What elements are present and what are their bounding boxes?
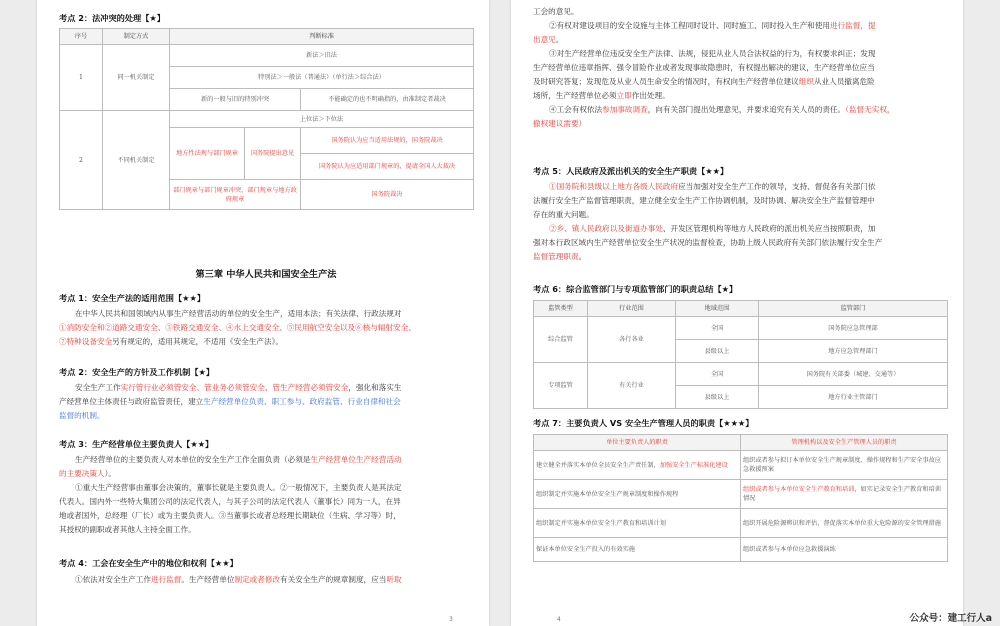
t6-r2a-area: 全国 [676, 363, 759, 386]
kd5-6b: 。 [578, 252, 587, 261]
t6-r1-ind: 各行各业 [588, 317, 676, 363]
kd3-title: 考点 3：生产经营单位主要负责人【★★】 [59, 439, 214, 449]
t7-r3a: 组织制定并实施本单位安全生产教育和培训计划 [534, 509, 741, 538]
t6-r1-type: 综合监管 [534, 317, 588, 363]
t7-r2b: ，如实记录安全生产教育和培训情况 [743, 486, 941, 502]
th-no: 序号 [60, 29, 103, 45]
r-line2-red: 出意见 [533, 35, 556, 44]
r-line1-red: 进行监督，提 [829, 21, 876, 30]
t7-r1b: 组织或者参与拟订本单位安全生产规章制度、操作规程和生产安全事故应急救援预案 [741, 451, 948, 480]
r1-c2: 不能确定的也不明确指的，由准制定者裁决 [301, 89, 474, 111]
t6-r2-ind: 有关行业 [588, 363, 676, 409]
kd1-line2: ①消防安全和②道路交通安全、③铁路交通安全、④水上交通安全、⑤民用航空安全以及⑥核与辐射安全、 [59, 323, 416, 332]
kd4-1-red2: 制定或者修改 [234, 575, 281, 584]
kd2b-1-red: 实行管行业必须管安全、管业务必须管安全、管生产经营必须管安全 [120, 383, 349, 392]
r-line5a: 及时研究答复；发现危及从业人员生命安全的情况时，有权向生产经营单位建议 [533, 77, 799, 86]
r2-c1: 部门规章与部门规章冲突、部门规章与地方政府规章 [170, 180, 301, 210]
t7-h2: 管理机构以及安全生产管理人员的职责 [741, 435, 948, 451]
t7-r1a-red: 加强安全生产标准化建设 [659, 461, 728, 469]
r-line7b: ，向有关部门提出处理意见，并要求追究有关人员的责任。 [647, 105, 846, 114]
kd4-1-red3: 听取 [386, 575, 402, 584]
t6-h3: 地域范围 [676, 301, 759, 317]
kd5-3: 存在的重大问题。 [533, 210, 594, 219]
t6-r1a-area: 全国 [676, 317, 759, 340]
kd1-title: 考点 1：安全生产法的适用范围【★★】 [59, 293, 206, 303]
r1-c1: 新的一般与旧的特别冲突 [170, 89, 301, 111]
left-page [37, 0, 489, 626]
t6-r2-type: 专项监管 [534, 363, 588, 409]
r-line6b: 作出处理。 [631, 91, 670, 100]
r-line8-red: 撤权建议需要） [533, 119, 587, 128]
kd4-1c: 有关安全生产的规章制度，应当 [280, 575, 387, 584]
kd5-body [533, 180, 947, 264]
kd4-body [59, 573, 473, 587]
r1-b: 特别法＞一般法（普通法）（单行法＞综合法） [170, 67, 474, 89]
t6-h4: 监管部门 [759, 301, 948, 317]
r-line0: 工会的意见。 [533, 7, 579, 16]
duties-table [533, 434, 947, 562]
kd2b-1a: 安全生产工作 [75, 383, 121, 392]
r1-way: 同一机关制定 [103, 45, 170, 111]
kd2b-title: 考点 2：安全生产的方针及工作机制【★】 [59, 367, 215, 377]
kd2b-2a: 产经营单位主体责任与政府监管责任，建立 [59, 397, 204, 406]
kd3-5: 地或者国外，总经理（厂长）或为主要负责人。③当董事长或者总经理长期缺位（生病、学习等）时， [59, 511, 401, 520]
kd2b-3-blue: 监督的机制。 [59, 411, 105, 420]
kd5-1-red: ①国务院和县级以上地方各级人民政府 [549, 182, 679, 191]
t6-r1b-area: 县级以上 [676, 340, 759, 363]
kd3-2-red: 的主要决策人 [59, 469, 105, 478]
kd3-body [59, 453, 473, 537]
kd2b-1b: ，强化和落实生 [348, 383, 402, 392]
kd5-6-red: 监督管理职责 [533, 252, 579, 261]
page-number-right: 4 [557, 616, 561, 623]
kd3-4: 代表人。国内外一些特大集团公司的法定代表人，与其子公司的法定代表人（董事长）同为一人，在异 [59, 497, 401, 506]
t7-h1: 单位主要负责人的职责 [534, 435, 741, 451]
r-line6-red: 立即 [616, 91, 632, 100]
right-page [511, 0, 963, 626]
r-line4: 生产经营单位违章指挥、强令冒险作业或者发现事故隐患时，有权提出解决的建议，生产经营单位应当 [533, 63, 875, 72]
kd1-line3: 另有规定的，适用其规定，不适用《安全生产法》。 [112, 337, 284, 346]
r2-b1: 地方性法规与部门规章 [170, 128, 245, 180]
kd4-title: 考点 4：工会在安全生产中的地位和权利【★★】 [59, 558, 238, 568]
kd1-line3-red: ⑦特种设备安全 [59, 337, 113, 346]
t6-r1a-dept: 国务院应急管理部 [759, 317, 948, 340]
r1-a: 新法＞旧法 [170, 45, 474, 67]
r2-b3a: 国务院认为应当适用法规的，国务院裁决 [301, 128, 474, 154]
r-line1a: ②有权对建设项目的安全设施与主体工程同时设计、同时施工、同时投入生产和使用 [549, 21, 830, 30]
chapter-title: 第三章 中华人民共和国安全生产法 [195, 269, 337, 280]
kd6-title: 考点 6：综合监管部门与专项监管部门的职责总结【★】 [533, 284, 738, 294]
r-line6a: 场所，生产经营单位必须 [533, 91, 617, 100]
t6-r2b-area: 县级以上 [676, 386, 759, 409]
r1-no: 1 [60, 45, 103, 111]
th-way: 制定方式 [103, 29, 170, 45]
kd5-5: 强对本行政区域内生产经营单位安全生产状况的监督检查，协助上级人民政府有关部门依法履行安全生产 [533, 238, 883, 247]
r2-b3b: 国务院认为应适用部门规章的，提请全国人大裁决 [301, 154, 474, 180]
r2-way: 不同机关制定 [103, 111, 170, 210]
t7-r2b-red: 组织或者参与本单位安全生产教育和培训 [743, 486, 855, 493]
supervision-table [533, 300, 947, 409]
t6-h2: 行业范围 [588, 301, 676, 317]
r-line2b: 。 [555, 35, 564, 44]
kd4-1b: 。生产经营单位 [181, 575, 235, 584]
t6-r1b-dept: 地方应急管理部门 [759, 340, 948, 363]
t6-r2a-dept: 国务院有关部委（城建、交通等） [759, 363, 948, 386]
kd1-line1: 在中华人民共和国领域内从事生产经营活动的单位的安全生产，适用本法；有关法律、行政法规对 [75, 309, 402, 318]
kd3-2b: ）。 [104, 469, 116, 478]
r-line3: ③对生产经营单位违反安全生产法律、法规，侵犯从业人员合法权益的行为，有权要求纠正；发现 [549, 49, 876, 58]
kd2b-body [59, 381, 473, 423]
th-standard: 判断标准 [170, 29, 474, 45]
footer-watermark: 公众号：建工行人a [909, 613, 992, 624]
t7-r1a: 建立健全并落实本单位全员安全生产责任制， [536, 461, 660, 469]
law-conflict-table [59, 28, 473, 210]
r2-b2: 国务院提出意见 [245, 128, 301, 180]
kd7-title: 考点 7：主要负责人 VS 安全生产管理人员的职责【★★★】 [533, 418, 754, 428]
kd5-4b: 、开发区管理机构等地方人民政府的派出机关应当按照职责，加 [662, 224, 876, 233]
kd5-4-red: ②乡、镇人民政府以及街道办事处 [549, 224, 663, 233]
kd3-1a: 生产经营单位的主要负责人对本单位的安全生产工作全面负责（必须是 [75, 455, 311, 464]
r2-no: 2 [60, 111, 103, 210]
r-line7a: ④工会有权依法 [549, 105, 603, 114]
kd5-1b: 应当加强对安全生产工作的领导，支持、督促各有关部门依 [678, 182, 876, 191]
r-line7-red: 参加事故调查 [602, 105, 648, 114]
t7-r2a: 组织制定并实施本单位安全生产规章制度和操作规程 [534, 480, 741, 509]
kd1-body [59, 307, 473, 349]
kd3-3: ①重大生产经营事由董事会决策的，董事长就是主要负责人。②一般情况下，主要负责人是其法定 [75, 483, 402, 492]
r-line5b: 从业人员撤离危险 [813, 77, 875, 86]
kd2-title: 考点 2：法冲突的处理【★】 [59, 13, 165, 23]
page-number-left: 3 [449, 616, 453, 623]
kd4-1a: ①依法对安全生产工作 [75, 575, 151, 584]
t6-r2b-dept: 地方行业主管部门 [759, 386, 948, 409]
t7-r3b: 组织开展危险源辨识和评估，督促落实本单位重大危险源的安全管理措施 [741, 509, 948, 538]
kd3-6: 其授权的副职或者其他人主持全面工作。 [59, 525, 196, 534]
t7-r4b: 组织或者参与本单位应急救援演练 [741, 538, 948, 562]
kd5-2: 法履行安全生产监督管理职责，建立健全安全生产工作协调机制，及时协调、解决安全生产监督管理中 [533, 196, 875, 205]
r-line7-red2: （监督无实权， [845, 105, 895, 114]
kd4-1-red: 进行监督 [150, 575, 182, 584]
t7-r4a: 保证本单位安全生产投入的有效实施 [534, 538, 741, 562]
r-line5-red: 组织 [798, 77, 814, 86]
r2-c2: 国务院裁决 [301, 180, 474, 210]
union-cont [533, 5, 947, 131]
kd5-title: 考点 5：人民政府及派出机关的安全生产职责【★★】 [533, 166, 729, 176]
kd3-1-red: 生产经营单位生产经营活动 [310, 455, 402, 464]
kd2b-2-blue: 生产经营单位负责、职工参与、政府监管、行业自律和社会 [203, 397, 401, 406]
r2-a: 上位法＞下位法 [170, 111, 474, 128]
t6-h1: 监管类型 [534, 301, 588, 317]
